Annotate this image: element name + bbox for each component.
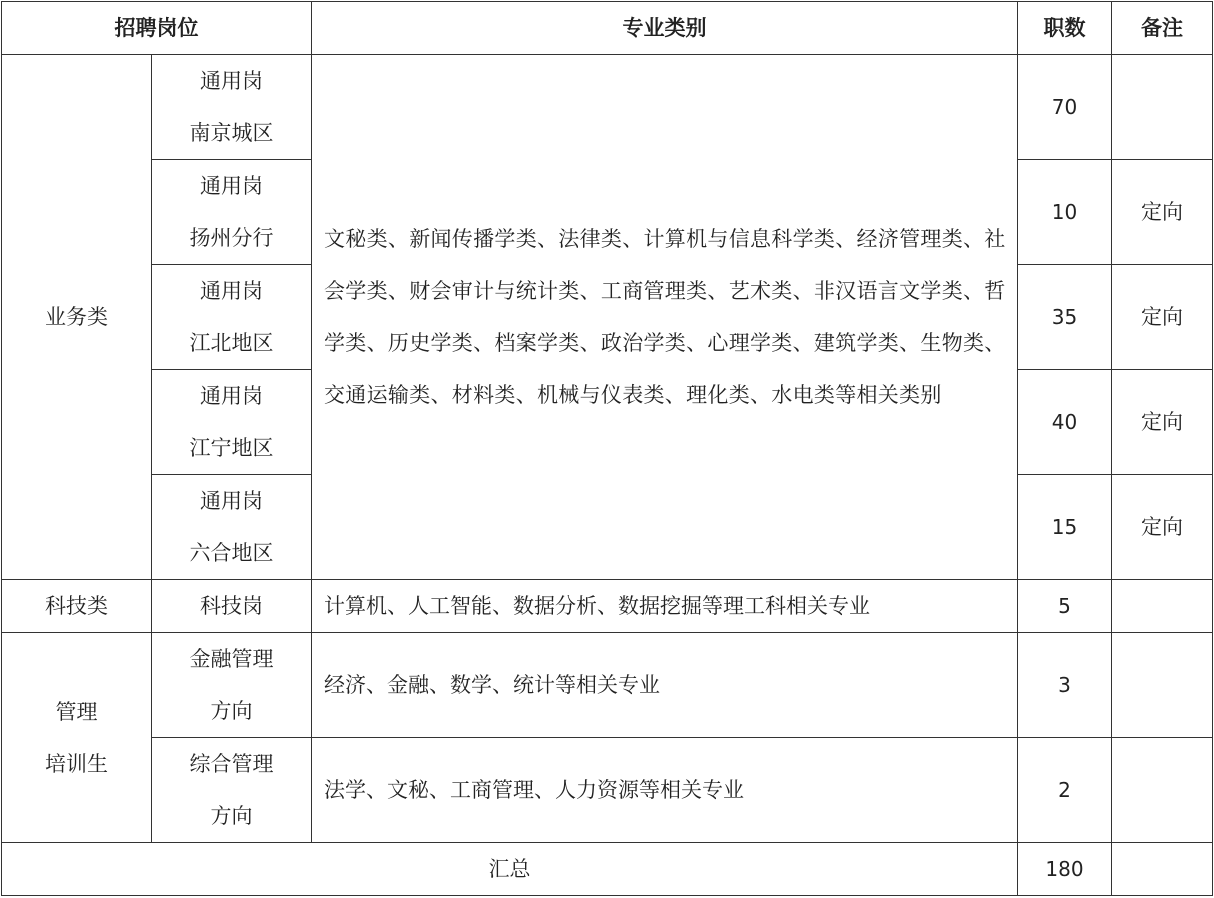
count-cell: 35 bbox=[1018, 265, 1112, 370]
note-cell: 定向 bbox=[1112, 475, 1213, 580]
table-row bbox=[2, 55, 1213, 160]
category-business: 业务类 bbox=[2, 55, 152, 580]
position-direction: 方向 bbox=[210, 804, 253, 828]
category-trainee-line2: 培训生 bbox=[45, 751, 108, 776]
note-cell: 定向 bbox=[1112, 265, 1213, 370]
position-name: 通用岗 bbox=[200, 279, 263, 303]
note-cell bbox=[1112, 580, 1213, 633]
majors-cell: 经济、金融、数学、统计等相关专业 bbox=[312, 633, 1018, 738]
position-location: 扬州分行 bbox=[189, 226, 274, 250]
position-location: 江宁地区 bbox=[189, 436, 274, 460]
total-row bbox=[2, 843, 1213, 896]
position-cell bbox=[152, 265, 312, 370]
majors-business: 文秘类、新闻传播学类、法律类、计算机与信息科学类、经济管理类、社会学类、财会审计与统计类、工商管理类、艺术类、非汉语言文学类、哲学类、历史学类、档案学类、政治学类、心理学类、建筑学类、生物类、交通运输类、材料类、机械与仪表类、理化类、水电类等相关类别 bbox=[312, 55, 1018, 580]
position-name: 通用岗 bbox=[200, 489, 263, 513]
total-label: 汇总 bbox=[2, 843, 1018, 896]
position-cell bbox=[152, 160, 312, 265]
position-cell bbox=[152, 55, 312, 160]
total-note bbox=[1112, 843, 1213, 896]
header-count: 职数 bbox=[1018, 2, 1112, 55]
position-location: 江北地区 bbox=[189, 331, 274, 355]
table-row bbox=[2, 738, 1213, 843]
recruitment-table bbox=[1, 1, 1213, 896]
position-location: 六合地区 bbox=[189, 541, 274, 565]
position-name: 综合管理 bbox=[189, 752, 274, 776]
note-cell bbox=[1112, 633, 1213, 738]
note-cell: 定向 bbox=[1112, 160, 1213, 265]
table-row bbox=[2, 633, 1213, 738]
count-cell: 10 bbox=[1018, 160, 1112, 265]
category-tech: 科技类 bbox=[2, 580, 152, 633]
note-cell: 定向 bbox=[1112, 370, 1213, 475]
count-cell: 5 bbox=[1018, 580, 1112, 633]
position-cell bbox=[152, 370, 312, 475]
note-cell bbox=[1112, 55, 1213, 160]
count-cell: 70 bbox=[1018, 55, 1112, 160]
position-name: 通用岗 bbox=[200, 69, 263, 93]
position-name: 通用岗 bbox=[200, 384, 263, 408]
count-cell: 15 bbox=[1018, 475, 1112, 580]
majors-tech: 计算机、人工智能、数据分析、数据挖掘等理工科相关专业 bbox=[312, 580, 1018, 633]
position-cell bbox=[152, 633, 312, 738]
total-count: 180 bbox=[1018, 843, 1112, 896]
header-row bbox=[2, 2, 1213, 55]
position-name: 通用岗 bbox=[200, 174, 263, 198]
position-direction: 方向 bbox=[210, 699, 253, 723]
header-note: 备注 bbox=[1112, 2, 1213, 55]
majors-cell: 法学、文秘、工商管理、人力资源等相关专业 bbox=[312, 738, 1018, 843]
category-trainee bbox=[2, 633, 152, 843]
position-cell bbox=[152, 738, 312, 843]
position-cell bbox=[152, 475, 312, 580]
header-major: 专业类别 bbox=[312, 2, 1018, 55]
table-row bbox=[2, 580, 1213, 633]
count-cell: 40 bbox=[1018, 370, 1112, 475]
note-cell bbox=[1112, 738, 1213, 843]
count-cell: 2 bbox=[1018, 738, 1112, 843]
category-trainee-line1: 管理 bbox=[55, 699, 98, 724]
count-cell: 3 bbox=[1018, 633, 1112, 738]
position-name: 金融管理 bbox=[189, 647, 274, 671]
position-location: 南京城区 bbox=[189, 121, 274, 145]
header-position: 招聘岗位 bbox=[2, 2, 312, 55]
position-tech: 科技岗 bbox=[152, 580, 312, 633]
